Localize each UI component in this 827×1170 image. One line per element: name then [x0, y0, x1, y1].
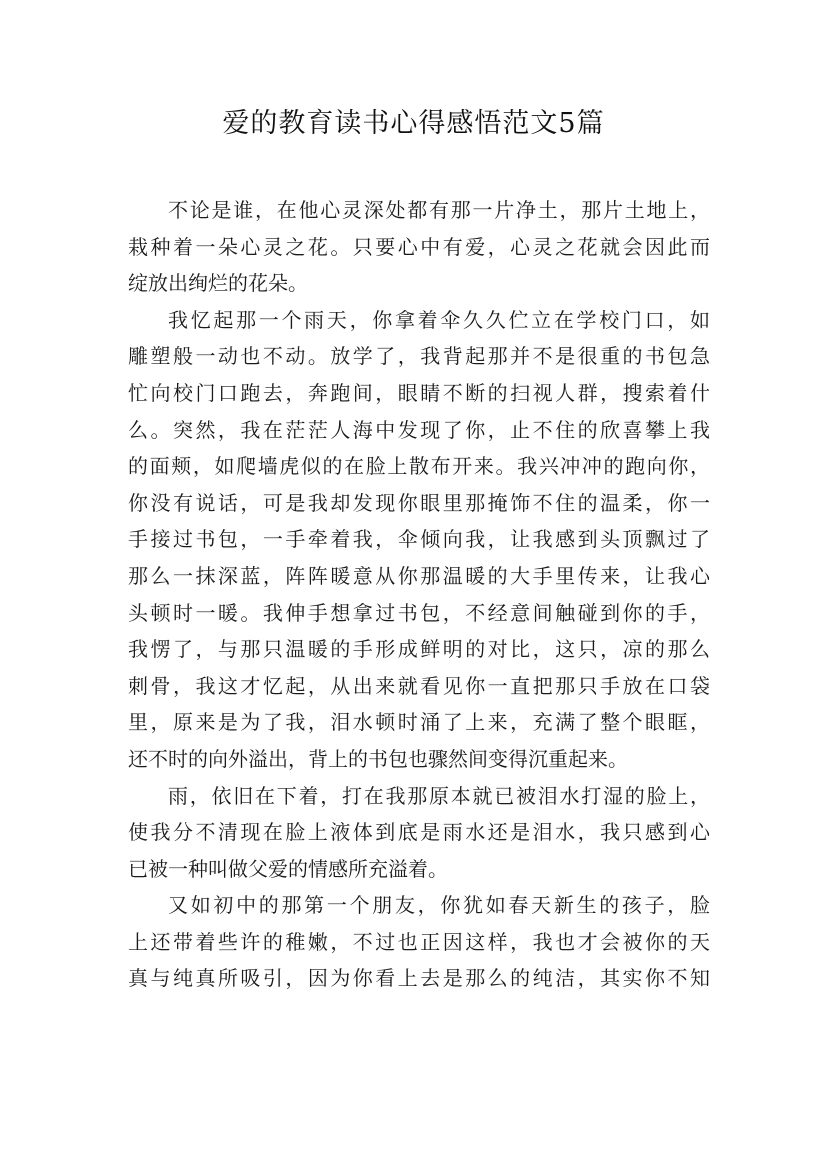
- text-line: 栽种着一朵心灵之花。只要心中有爱，心灵之花就会因此而: [128, 234, 710, 259]
- text-line: 么。突然，我在茫茫人海中发现了你，止不住的欣喜攀上我: [128, 417, 710, 442]
- text-line: 雨，依旧在下着，打在我那原本就已被泪水打湿的脸上，: [168, 783, 710, 808]
- text-line: 雕塑般一动也不动。放学了，我背起那并不是很重的书包急: [128, 344, 710, 369]
- text-line: 还不时的向外溢出，背上的书包也骤然间变得沉重起来。: [128, 746, 628, 771]
- text-line: 已被一种叫做父爱的情感所充溢着。: [128, 856, 448, 881]
- text-line: 又如初中的那第一个朋友，你犹如春天新生的孩子，脸: [168, 893, 710, 918]
- text-line: 那么一抹深蓝，阵阵暖意从你那温暖的大手里传来，让我心: [128, 563, 710, 588]
- text-line: 里，原来是为了我，泪水顿时涌了上来，充满了整个眼眶，: [128, 710, 710, 735]
- text-line: 头顿时一暖。我伸手想拿过书包，不经意间触碰到你的手，: [128, 600, 710, 625]
- text-line: 不论是谁，在他心灵深处都有那一片净土，那片土地上，: [168, 198, 710, 222]
- text-line: 我忆起那一个雨天，你拿着伞久久伫立在学校门口，如: [168, 307, 710, 332]
- text-line: 真与纯真所吸引，因为你看上去是那么的纯洁，其实你不知: [128, 966, 710, 991]
- document-title: 爱的教育读书心得感悟范文5篇: [222, 108, 605, 139]
- text-line: 我愣了，与那只温暖的手形成鲜明的对比，这只，凉的那么: [128, 637, 710, 662]
- text-line: 的面颊，如爬墙虎似的在脸上散布开来。我兴冲冲的跑向你，: [128, 454, 710, 479]
- paragraph-3: [128, 778, 710, 888]
- text-line: 绽放出绚烂的花朵。: [128, 271, 308, 296]
- text-line: 手接过书包，一手牵着我，伞倾向我，让我感到头顶飘过了: [128, 527, 710, 552]
- text-line: 你没有说话，可是我却发现你眼里那掩饰不住的温柔，你一: [128, 490, 710, 515]
- paragraph-4: [128, 887, 710, 997]
- document-body: [128, 192, 710, 997]
- text-line: 忙向校门口跑去，奔跑间，眼睛不断的扫视人群，搜索着什: [128, 380, 710, 405]
- text-line: 使我分不清现在脸上液体到底是雨水还是泪水，我只感到心: [128, 820, 710, 845]
- paragraph-2: [128, 302, 710, 778]
- paragraph-1: [128, 192, 710, 302]
- text-line: 上还带着些许的稚嫩，不过也正因这样，我也才会被你的天: [128, 929, 710, 954]
- text-line: 刺骨，我这才忆起，从出来就看见你一直把那只手放在口袋: [128, 673, 710, 698]
